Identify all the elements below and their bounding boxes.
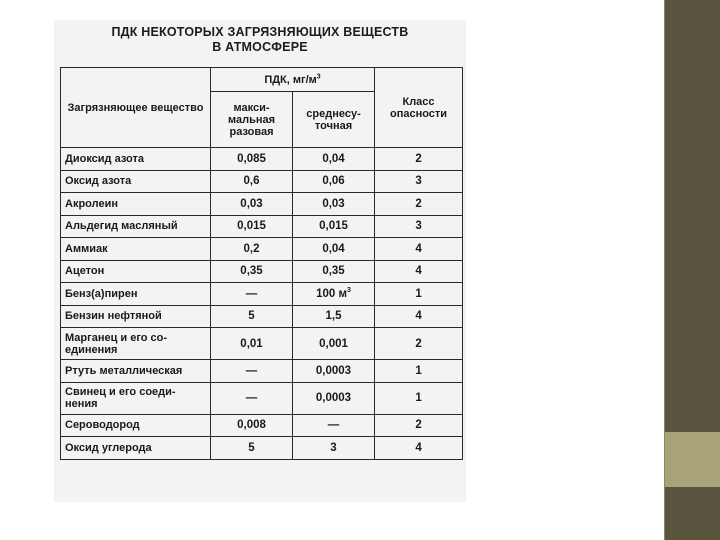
cell-substance: Аммиак [61, 238, 211, 261]
cell-max-single: — [211, 382, 293, 414]
cell-daily-avg: 100 $м^3$ [293, 283, 375, 306]
cell-max-single: — [211, 283, 293, 306]
cell-hazard-class: 4 [375, 238, 463, 261]
header-pdk-group: ПДК, $мг/м^3$ [211, 68, 375, 92]
header-pdk-sup: 3 [316, 72, 321, 80]
cell-hazard-class: 4 [375, 437, 463, 460]
cell-substance: Оксид азота [61, 170, 211, 193]
cell-hazard-class: 4 [375, 260, 463, 283]
table-row [61, 382, 463, 414]
scanned-page [54, 20, 466, 502]
sidebar-bottom-block [664, 487, 720, 540]
cell-hazard-class: 2 [375, 328, 463, 360]
cell-hazard-class: 4 [375, 305, 463, 328]
header-daily-avg: среднесу-точная [293, 92, 375, 148]
cell-daily-avg: 0,001 [293, 328, 375, 360]
cell-hazard-class: 2 [375, 414, 463, 437]
table-row [61, 148, 463, 171]
cell-substance: Марганец и его со-единения [61, 328, 211, 360]
table-row [61, 360, 463, 383]
pdk-table [60, 67, 463, 460]
cell-substance: Свинец и его соеди-нения [61, 382, 211, 414]
cell-daily-avg: 0,03 [293, 193, 375, 216]
table-row [61, 305, 463, 328]
cell-max-single: 5 [211, 305, 293, 328]
table-row [61, 328, 463, 360]
sidebar-decoration [664, 0, 720, 540]
cell-max-single: 0,008 [211, 414, 293, 437]
table-row [61, 414, 463, 437]
cell-max-single: 0,015 [211, 215, 293, 238]
cell-max-single: 0,6 [211, 170, 293, 193]
cell-substance: Диоксид азота [61, 148, 211, 171]
cell-max-single: 0,085 [211, 148, 293, 171]
sidebar-accent-block [664, 432, 720, 487]
cell-max-single: 0,2 [211, 238, 293, 261]
cell-substance: Альдегид масляный [61, 215, 211, 238]
sidebar-divider [664, 0, 665, 540]
cell-hazard-class: 3 [375, 215, 463, 238]
cell-daily-avg: — [293, 414, 375, 437]
cell-daily-avg: 0,06 [293, 170, 375, 193]
cell-substance: Бенз(а)пирен [61, 283, 211, 306]
superscript: 3 [347, 286, 351, 294]
table-row [61, 283, 463, 306]
cell-substance: Бензин нефтяной [61, 305, 211, 328]
cell-daily-avg: 0,0003 [293, 360, 375, 383]
table-row [61, 170, 463, 193]
table-title-line-1: ПДК НЕКОТОРЫХ ЗАГРЯЗНЯЮЩИХ ВЕЩЕСТВ [111, 25, 409, 39]
table-row [61, 437, 463, 460]
cell-max-single: 5 [211, 437, 293, 460]
cell-hazard-class: 1 [375, 283, 463, 306]
cell-max-single: 0,01 [211, 328, 293, 360]
header-hazard-class: Класс опасности [375, 68, 463, 148]
cell-daily-avg: 0,35 [293, 260, 375, 283]
table-title [74, 25, 446, 55]
cell-hazard-class: 2 [375, 193, 463, 216]
cell-daily-avg: 0,0003 [293, 382, 375, 414]
table-body [61, 148, 463, 460]
cell-max-single: 0,35 [211, 260, 293, 283]
cell-daily-avg: 3 [293, 437, 375, 460]
cell-substance: Ацетон [61, 260, 211, 283]
cell-substance: Сероводород [61, 414, 211, 437]
cell-substance: Оксид углерода [61, 437, 211, 460]
cell-hazard-class: 3 [375, 170, 463, 193]
cell-daily-avg: 0,04 [293, 238, 375, 261]
cell-substance: Ртуть металлическая [61, 360, 211, 383]
header-max-single: макси-мальная разовая [211, 92, 293, 148]
cell-hazard-class: 2 [375, 148, 463, 171]
cell-hazard-class: 1 [375, 360, 463, 383]
table-row [61, 238, 463, 261]
cell-daily-avg: 1,5 [293, 305, 375, 328]
cell-daily-avg: 0,04 [293, 148, 375, 171]
table-row [61, 260, 463, 283]
table-title-line-2: В АТМОСФЕРЕ [212, 40, 308, 54]
header-substance: Загрязняющее вещество [61, 68, 211, 148]
cell-max-single: — [211, 360, 293, 383]
cell-max-single: 0,03 [211, 193, 293, 216]
cell-daily-avg: 0,015 [293, 215, 375, 238]
cell-substance: Акролеин [61, 193, 211, 216]
table-row [61, 215, 463, 238]
table-row [61, 193, 463, 216]
cell-hazard-class: 1 [375, 382, 463, 414]
